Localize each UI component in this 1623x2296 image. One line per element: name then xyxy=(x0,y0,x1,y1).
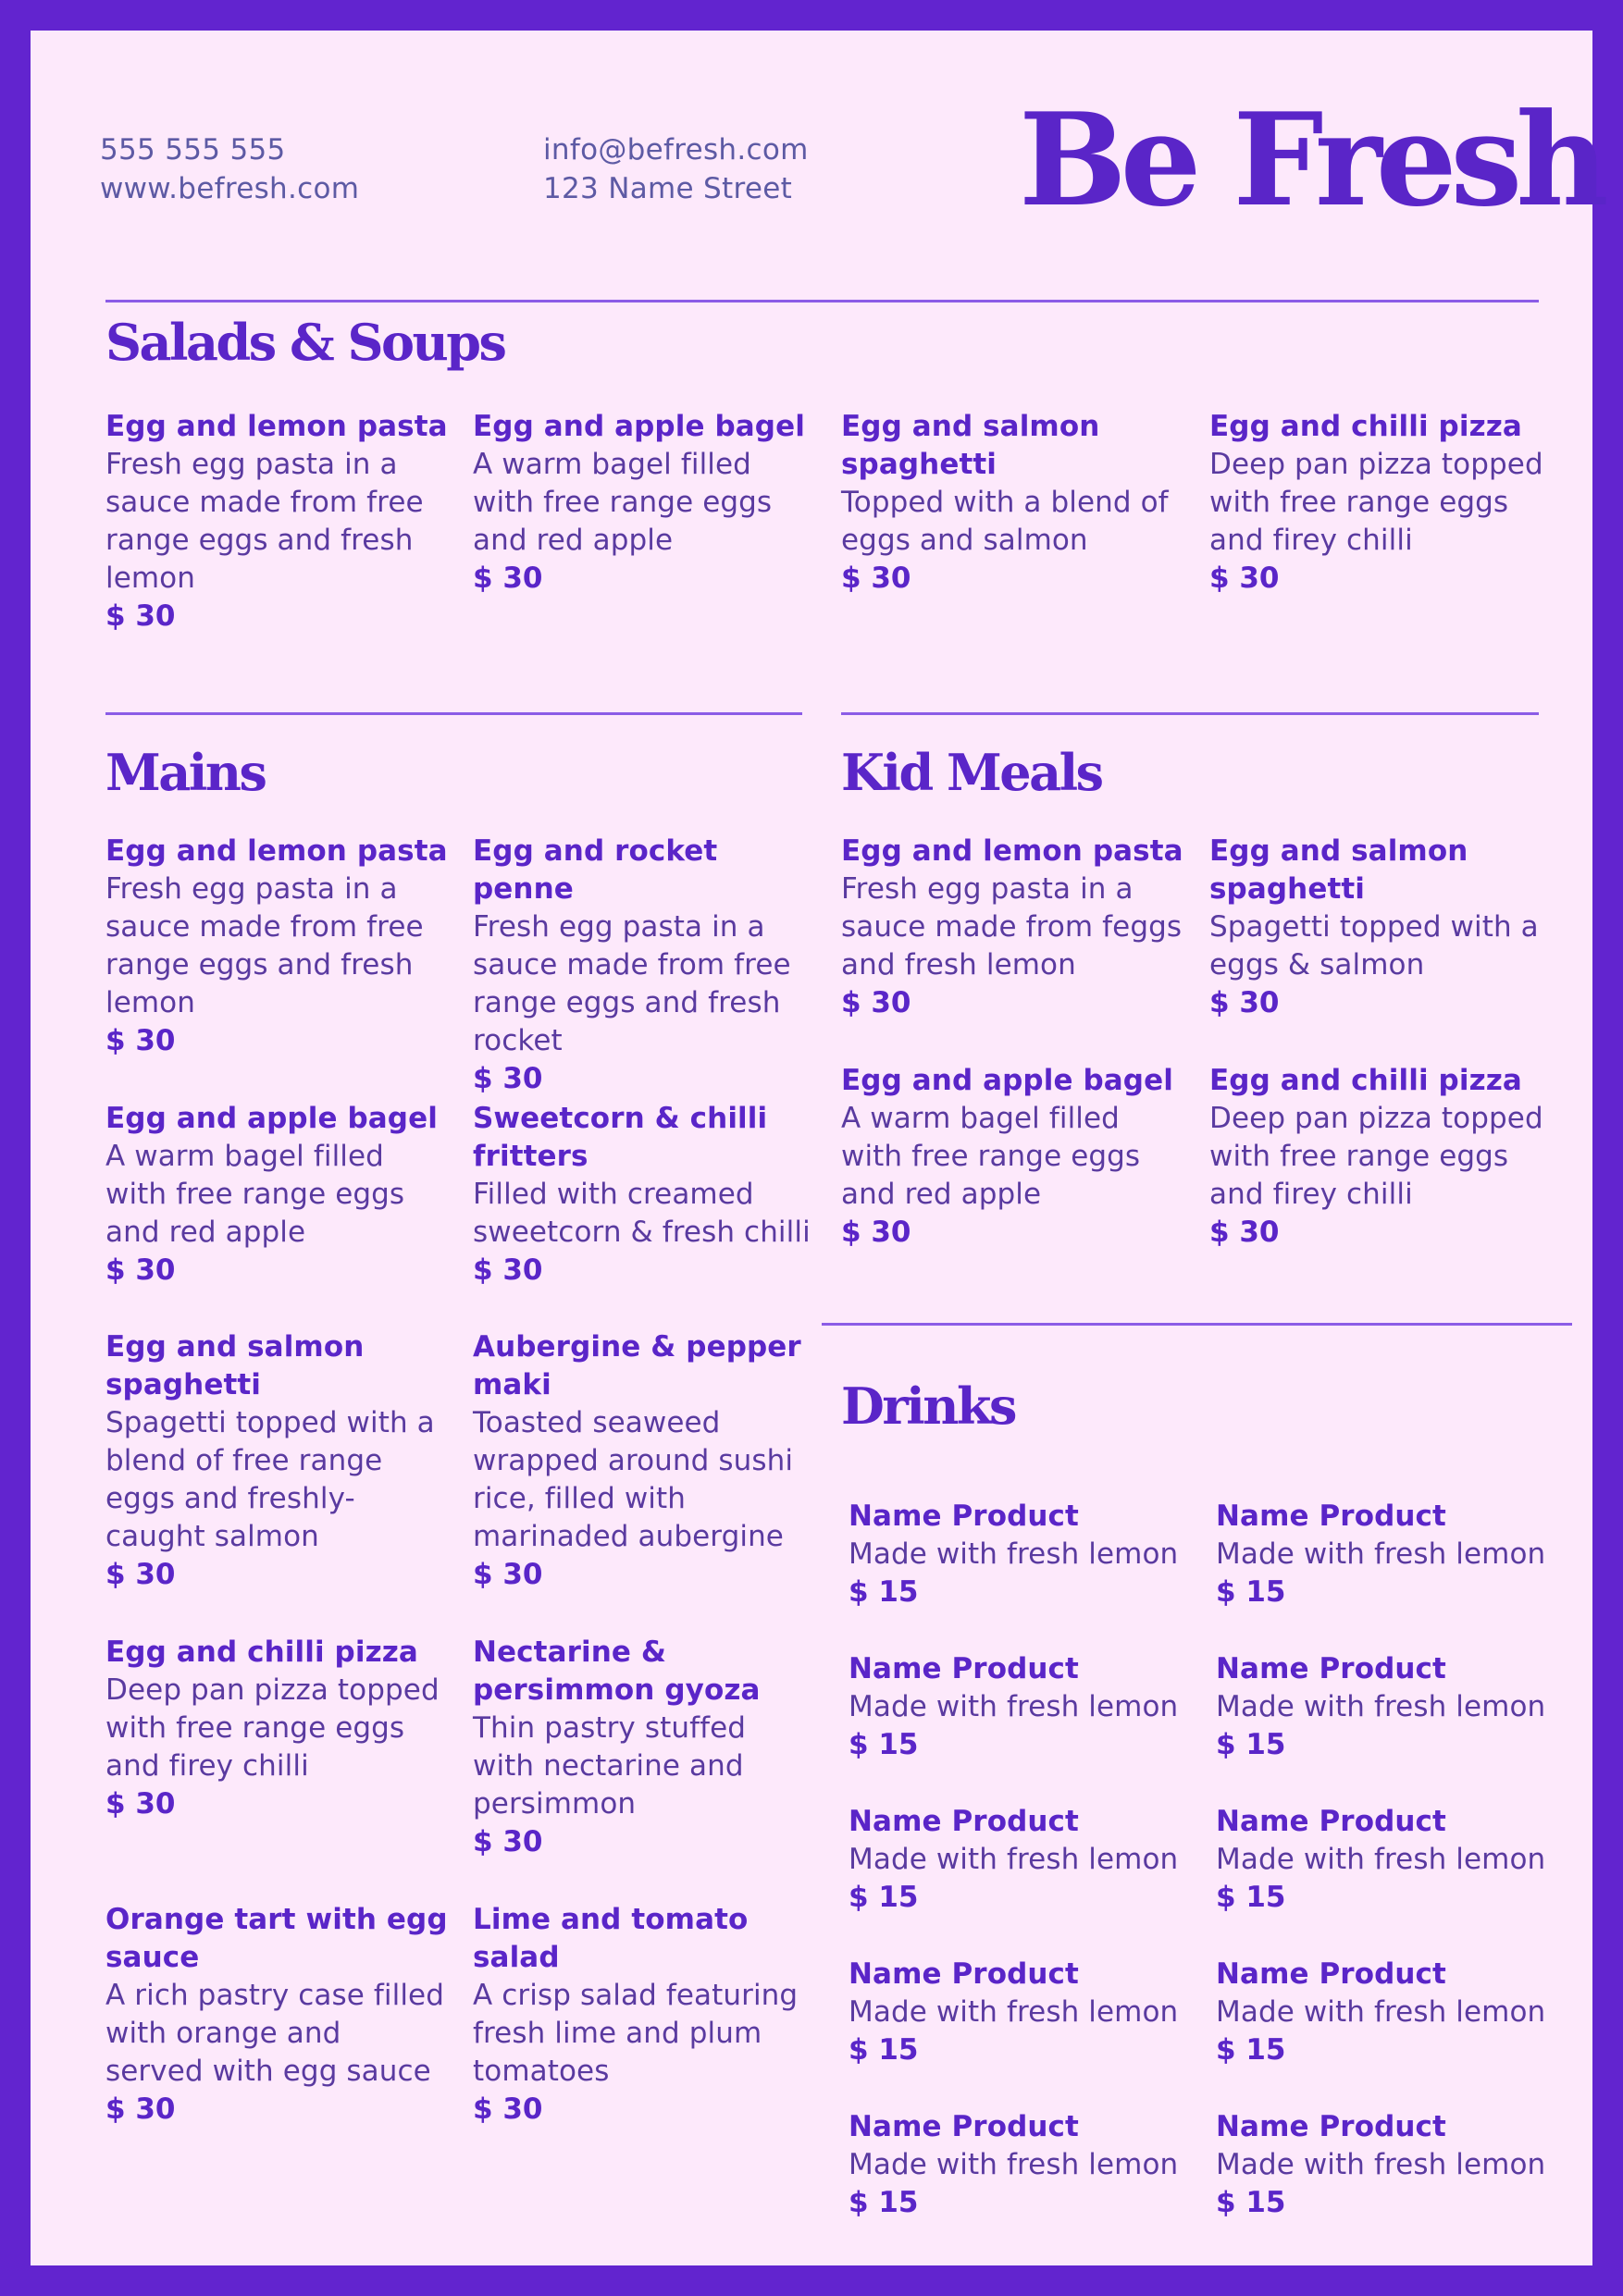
drink-item-name: Name Product xyxy=(1216,2110,1446,2143)
menu-item-name: Lime and tomato salad xyxy=(473,1903,749,1974)
drink-item xyxy=(849,1650,1191,1764)
drink-item xyxy=(1216,1803,1558,1917)
menu-item xyxy=(1209,1062,1552,1252)
email-link[interactable]: info@befresh.com xyxy=(543,133,809,167)
menu-item-description: Fresh egg pasta in a sauce made from free range eggs and fresh lemon xyxy=(105,448,424,595)
section-title-drinks: Drinks xyxy=(841,1376,1015,1436)
menu-item xyxy=(105,1328,448,1594)
menu-item-price: $ 30 xyxy=(105,1024,176,1057)
menu-item xyxy=(473,1901,815,2129)
menu-item-price: $ 30 xyxy=(1209,1216,1280,1249)
address-text: 123 Name Street xyxy=(543,172,793,205)
drink-item-description: Made with fresh lemon xyxy=(1216,1995,1546,2029)
drink-item-name: Name Product xyxy=(1216,1652,1446,1685)
website-link[interactable]: www.befresh.com xyxy=(100,172,360,205)
menu-item-name: Egg and apple bagel xyxy=(841,1064,1173,1097)
menu-item-price: $ 30 xyxy=(105,1253,176,1287)
drink-item-price: $ 15 xyxy=(849,1881,919,1914)
menu-item-price: $ 30 xyxy=(105,599,176,633)
menu-item xyxy=(1209,408,1552,598)
drink-item-name: Name Product xyxy=(849,1652,1079,1685)
menu-item-description: Topped with a blend of eggs and salmon xyxy=(841,486,1169,557)
drink-item xyxy=(849,1956,1191,2069)
menu-item-name: Egg and rocket penne xyxy=(473,834,718,906)
drink-item-price: $ 15 xyxy=(1216,1881,1286,1914)
menu-item-description: Filled with creamed sweetcorn & fresh chilli xyxy=(473,1178,811,1249)
menu-item-name: Egg and salmon spaghetti xyxy=(1209,834,1468,906)
menu-item-name: Egg and chilli pizza xyxy=(1209,1064,1522,1097)
menu-item xyxy=(473,1100,815,1290)
menu-item-description: Spagetti topped with a eggs & salmon xyxy=(1209,910,1539,981)
menu-item-description: Fresh egg pasta in a sauce made from feggs and fresh lemon xyxy=(841,872,1183,981)
divider-drinks xyxy=(822,1323,1572,1326)
drink-item-description: Made with fresh lemon xyxy=(849,1690,1179,1723)
drink-item-price: $ 15 xyxy=(1216,2186,1286,2219)
menu-item-price: $ 30 xyxy=(841,562,911,595)
drink-item-description: Made with fresh lemon xyxy=(849,1537,1179,1571)
menu-item-name: Egg and lemon pasta xyxy=(105,410,448,443)
menu-item xyxy=(105,408,448,636)
menu-item-name: Egg and lemon pasta xyxy=(105,834,448,868)
menu-item-description: Toasted seaweed wrapped around sushi rice, filled with marinaded aubergine xyxy=(473,1406,794,1553)
drink-item-description: Made with fresh lemon xyxy=(1216,2148,1546,2181)
drink-item-description: Made with fresh lemon xyxy=(849,2148,1179,2181)
menu-item xyxy=(473,408,815,598)
menu-item-price: $ 30 xyxy=(473,1253,543,1287)
menu-item xyxy=(473,833,815,1098)
drink-item-price: $ 15 xyxy=(849,2033,919,2067)
menu-item xyxy=(841,833,1183,1022)
contact-right xyxy=(543,130,809,208)
divider-mains xyxy=(105,712,802,715)
menu-item-description: Deep pan pizza topped with free range eggs and firey chilli xyxy=(1209,448,1543,557)
menu-item xyxy=(841,408,1183,598)
menu-item-price: $ 30 xyxy=(105,1558,176,1591)
drink-item xyxy=(849,2108,1191,2222)
menu-item-price: $ 30 xyxy=(473,1558,543,1591)
menu-item-price: $ 30 xyxy=(841,1216,911,1249)
menu-item xyxy=(105,1100,448,1290)
drink-item-description: Made with fresh lemon xyxy=(849,1995,1179,2029)
divider-kids xyxy=(841,712,1539,715)
menu-item-description: A rich pastry case filled with orange and served with egg sauce xyxy=(105,1979,445,2088)
drink-item xyxy=(1216,1650,1558,1764)
menu-page xyxy=(31,31,1603,2265)
drink-item-name: Name Product xyxy=(1216,1500,1446,1533)
drink-item-name: Name Product xyxy=(849,1957,1079,1991)
menu-item-name: Orange tart with egg sauce xyxy=(105,1903,448,1974)
contact-left xyxy=(100,130,359,208)
drink-item-name: Name Product xyxy=(849,1500,1079,1533)
menu-item-description: Thin pastry stuffed with nectarine and persimmon xyxy=(473,1711,747,1821)
drink-item-description: Made with fresh lemon xyxy=(1216,1537,1546,1571)
menu-item-name: Egg and chilli pizza xyxy=(1209,410,1522,443)
menu-item-description: Deep pan pizza topped with free range eggs and firey chilli xyxy=(1209,1102,1543,1211)
drink-item xyxy=(849,1803,1191,1917)
menu-item-description: Fresh egg pasta in a sauce made from free range eggs and fresh lemon xyxy=(105,872,424,1019)
menu-item xyxy=(473,1634,815,1861)
menu-item-price: $ 30 xyxy=(473,2092,543,2126)
menu-item-price: $ 30 xyxy=(105,2092,176,2126)
menu-item-price: $ 30 xyxy=(1209,986,1280,1019)
drink-item xyxy=(849,1498,1191,1611)
menu-item-description: Deep pan pizza topped with free range eggs and firey chilli xyxy=(105,1673,440,1783)
menu-item-price: $ 30 xyxy=(105,1787,176,1821)
drink-item xyxy=(1216,2108,1558,2222)
menu-item-price: $ 30 xyxy=(473,1825,543,1858)
drink-item xyxy=(1216,1956,1558,2069)
menu-item xyxy=(105,833,448,1060)
menu-item-name: Nectarine & persimmon gyoza xyxy=(473,1636,761,1707)
drink-item-name: Name Product xyxy=(1216,1957,1446,1991)
drink-item-price: $ 15 xyxy=(849,1728,919,1761)
divider-top xyxy=(105,300,1539,302)
menu-item-name: Egg and apple bagel xyxy=(105,1102,438,1135)
menu-item-name: Aubergine & pepper maki xyxy=(473,1330,801,1401)
menu-item-name: Egg and lemon pasta xyxy=(841,834,1183,868)
drink-item-price: $ 15 xyxy=(1216,2033,1286,2067)
menu-item-description: A crisp salad featuring fresh lime and plum tomatoes xyxy=(473,1979,799,2088)
menu-item-description: A warm bagel filled with free range eggs and red apple xyxy=(473,448,773,557)
section-title-salads-soups: Salads & Soups xyxy=(105,313,505,372)
drink-item-price: $ 15 xyxy=(849,2186,919,2219)
menu-item-name: Egg and salmon spaghetti xyxy=(841,410,1100,481)
brand-logo: Be Fresh xyxy=(1019,84,1603,235)
menu-item xyxy=(473,1328,815,1594)
menu-item-name: Sweetcorn & chilli fritters xyxy=(473,1102,768,1173)
drink-item-name: Name Product xyxy=(1216,1805,1446,1838)
menu-item-price: $ 30 xyxy=(1209,562,1280,595)
section-title-kid-meals: Kid Meals xyxy=(841,743,1102,802)
drink-item-description: Made with fresh lemon xyxy=(1216,1690,1546,1723)
drink-item-name: Name Product xyxy=(849,2110,1079,2143)
menu-item xyxy=(1209,833,1552,1022)
menu-item xyxy=(105,1634,448,1823)
section-title-mains: Mains xyxy=(105,743,266,802)
menu-item-description: A warm bagel filled with free range eggs and red apple xyxy=(841,1102,1141,1211)
drink-item-description: Made with fresh lemon xyxy=(1216,1843,1546,1876)
drink-item-price: $ 15 xyxy=(1216,1728,1286,1761)
menu-item-name: Egg and chilli pizza xyxy=(105,1636,418,1669)
drink-item-price: $ 15 xyxy=(1216,1575,1286,1609)
drink-item-name: Name Product xyxy=(849,1805,1079,1838)
menu-item-price: $ 30 xyxy=(473,1062,543,1095)
menu-item-name: Egg and salmon spaghetti xyxy=(105,1330,365,1401)
menu-item-name: Egg and apple bagel xyxy=(473,410,805,443)
menu-item-price: $ 30 xyxy=(841,986,911,1019)
menu-item-description: A warm bagel filled with free range eggs and red apple xyxy=(105,1140,405,1249)
menu-item-price: $ 30 xyxy=(473,562,543,595)
phone-text: 555 555 555 xyxy=(100,133,286,167)
drink-item-price: $ 15 xyxy=(849,1575,919,1609)
menu-item-description: Fresh egg pasta in a sauce made from free range eggs and fresh rocket xyxy=(473,910,791,1057)
menu-item-description: Spagetti topped with a blend of free range eggs and freshly-caught salmon xyxy=(105,1406,435,1553)
drink-item xyxy=(1216,1498,1558,1611)
drink-item-description: Made with fresh lemon xyxy=(849,1843,1179,1876)
menu-item xyxy=(841,1062,1183,1252)
menu-item xyxy=(105,1901,448,2129)
